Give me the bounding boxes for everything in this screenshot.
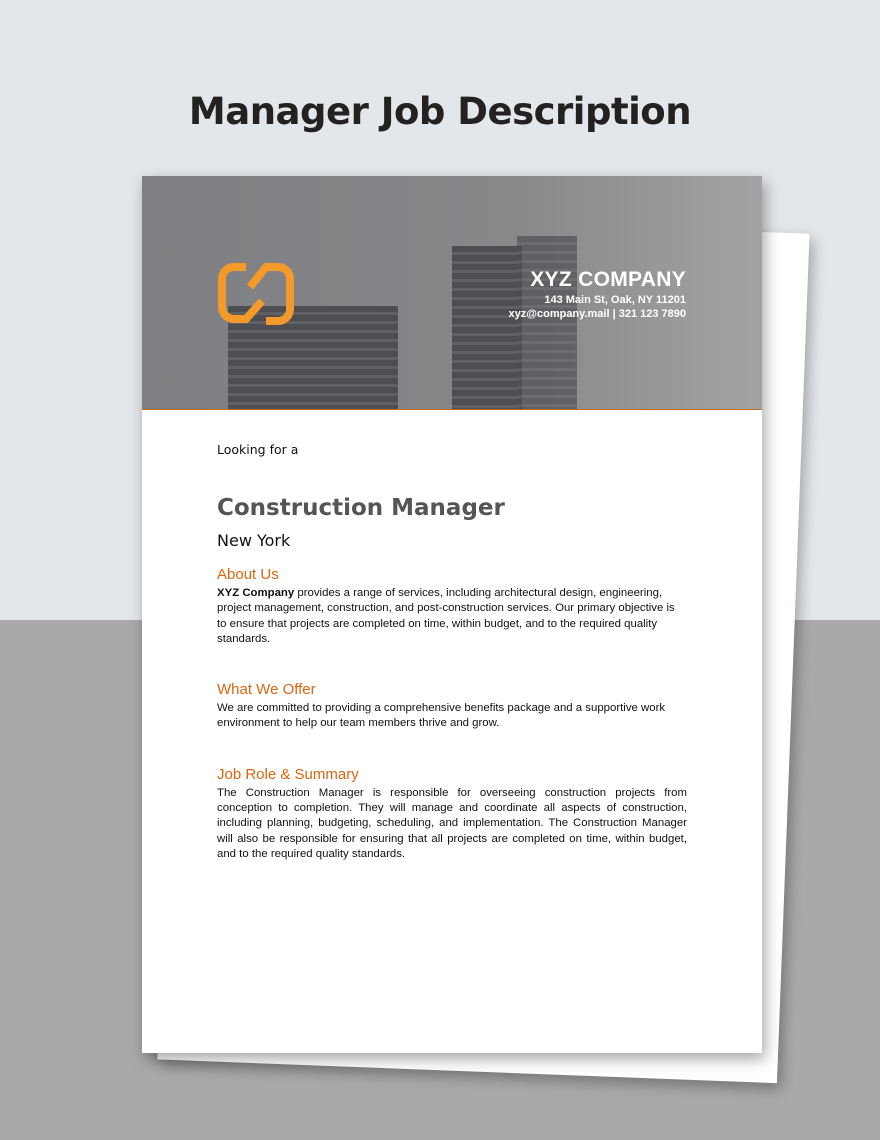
company-contact: xyz@company.mail | 321 123 7890	[508, 308, 686, 320]
section-heading-about: About Us	[217, 566, 279, 583]
job-title: Construction Manager	[217, 495, 505, 521]
company-name: XYZ COMPANY	[530, 268, 686, 291]
company-address: 143 Main St, Oak, NY 11201	[544, 294, 686, 306]
section-body-role: The Construction Manager is responsible for overseeing construction projects from conception to completion. They will manage and coordinate all aspects of construction, including planning, budgeting, scheduling, and implementation. The Construction Manager will also be responsible for ensuring that all projects are completed on time, within budget, and to the required quality standards.	[217, 786, 687, 860]
header-banner	[142, 176, 762, 410]
document-content	[217, 442, 687, 862]
section-body-offer: We are committed to providing a comprehensive benefits package and a supportive work environment to help our team members thrive and grow.	[217, 702, 666, 730]
intro-text: Looking for a	[217, 442, 299, 457]
section-heading-offer: What We Offer	[217, 681, 316, 699]
building-image	[517, 236, 577, 410]
document-page	[142, 176, 762, 1053]
company-logo-icon	[216, 259, 296, 329]
company-info	[509, 268, 686, 320]
section-heading-role: Job Role & Summary	[217, 765, 359, 783]
job-location: New York	[217, 531, 291, 550]
section-body-about	[217, 586, 687, 647]
company-name-bold: XYZ Company	[217, 587, 295, 599]
about-text: provides a range of services, including architectural design, engineering, project management, construction, and post-construction services. Our primary objective is to ensure that projects are completed on time, within budget, and to the required quality standards.	[217, 587, 675, 645]
page-title: Manager Job Description	[188, 90, 692, 133]
